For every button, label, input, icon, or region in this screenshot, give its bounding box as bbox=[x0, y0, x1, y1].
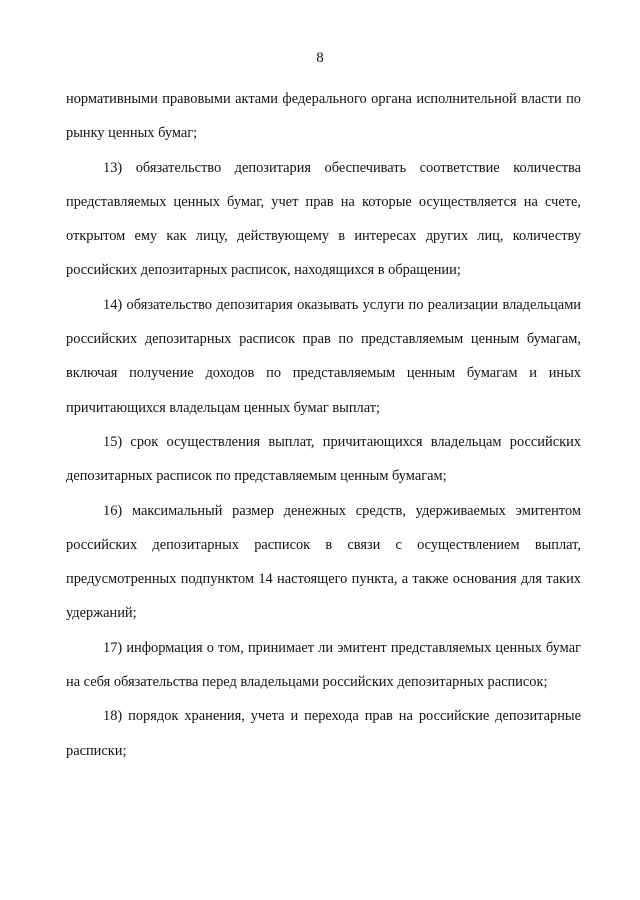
paragraph-item-18: 18) порядок хранения, учета и перехода прав на российские депозитарные расписки; bbox=[66, 708, 581, 759]
paragraph-item-14: 14) обязательство депозитария оказывать услуги по реализации владельцами российских депозитарных расписок прав по представляемым ценным бумагам, включая получение доходов по представляемым ценным бумагам и иных причитающихся владельцам ценных бумаг выплат; bbox=[66, 296, 581, 416]
paragraph-item-15: 15) срок осуществления выплат, причитающихся владельцам российских депозитарных расписок по представляемым ценным бумагам; bbox=[66, 433, 581, 485]
paragraph-item-16: 16) максимальный размер денежных средств, удерживаемых эмитентом российских депозитарных расписок в связи с осуществлением выплат, предусмотренных подпунктом 14 настоящего пункта, а также основания для таких удержаний; bbox=[66, 502, 581, 622]
paragraph-continuation: нормативными правовыми актами федерального органа исполнительной власти по рынку ценных бумаг; bbox=[66, 91, 581, 142]
paragraph-item-17: 17) информация о том, принимает ли эмитент представляемых ценных бумаг на себя обязательства перед владельцами российских депозитарных расписок; bbox=[66, 639, 581, 691]
document-body bbox=[66, 82, 581, 768]
paragraph-item-13: 13) обязательство депозитария обеспечивать соответствие количества представляемых ценных бумаг, учет прав на которые осуществляется на счете, открытом ему как лицу, действующему в интересах других лиц, количеству российских депозитарных расписок, находящихся в обращении; bbox=[66, 159, 581, 279]
page-number: 8 bbox=[316, 50, 324, 66]
